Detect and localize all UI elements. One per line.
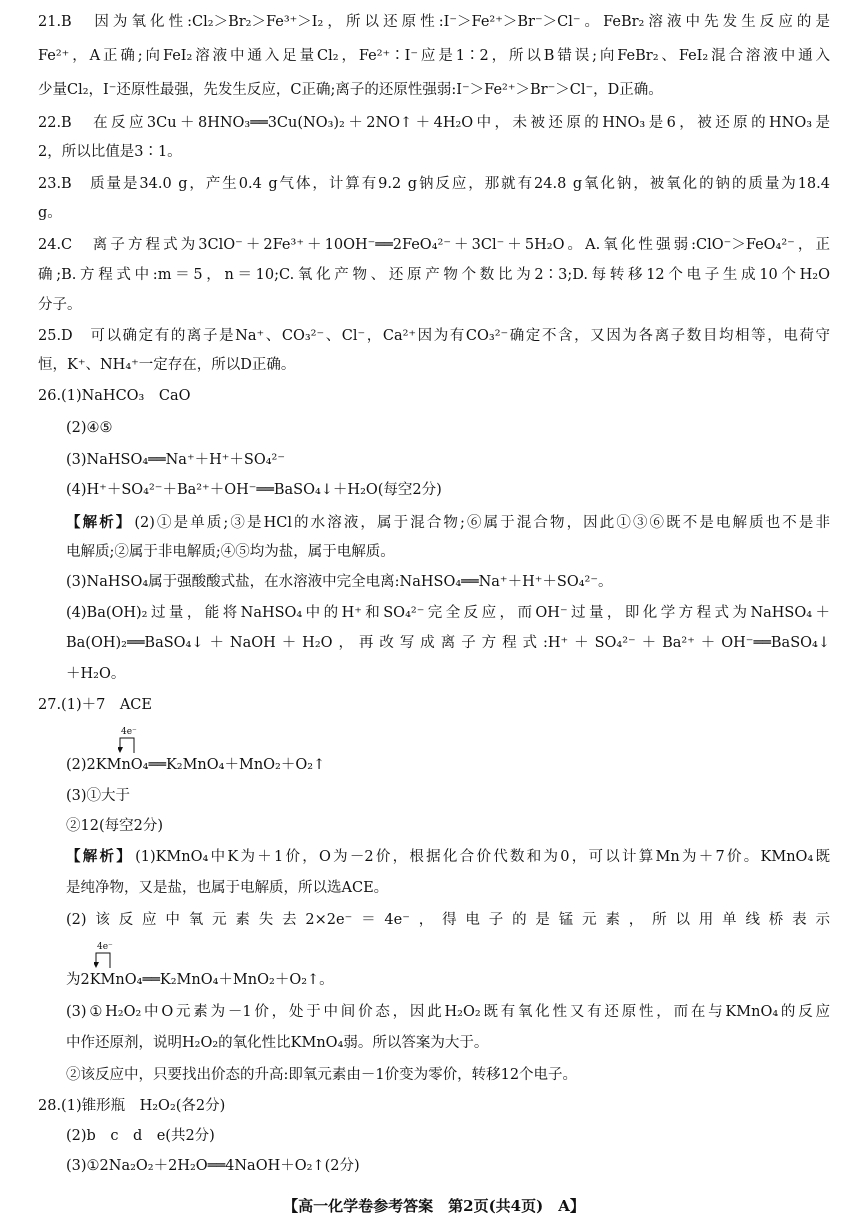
q24-line-2: 确;B.方程式中:m＝5，n＝10;C.氧化产物、还原产物个数比为2∶3;D.每转移12个电子生成10个H₂O — [38, 267, 830, 283]
analysis-tag: 【解析】 — [66, 514, 133, 531]
q22-line-1: 22.B 在反应3Cu＋8HNO₃══3Cu(NO₃)₂＋2NO↑＋4H₂O中，未被还原的HNO₃是6，被还原的HNO₃是 — [38, 115, 830, 131]
q27-analysis-line-1: 【解析】 (1)KMnO₄中K为＋1价，O为－2价，根据化合价代数和为0，可以计算Mn为＋7价。KMnO₄既 — [66, 848, 831, 865]
q26-analysis-line-3: (3)NaHSO₄属于强酸酸式盐，在水溶液中完全电离:NaHSO₄══Na⁺＋H⁺＋SO₄²⁻。 — [66, 574, 613, 590]
q25-line-1: 25.D 可以确定有的离子是Na⁺、CO₃²⁻、Cl⁻，Ca²⁺因为有CO₃²⁻确定不含，又因为各离子数目均相等，电荷守 — [38, 328, 830, 344]
q28-part-3: (3)①2Na₂O₂＋2H₂O══4NaOH＋O₂↑(2分) — [66, 1158, 360, 1174]
q27-analysis-line-3: (2)该反应中氧元素失去2×2e⁻＝4e⁻，得电子的是锰元素，所以用单线桥表示 — [66, 912, 830, 928]
q24-line-1: 24.C 离子方程式为3ClO⁻＋2Fe³⁺＋10OH⁻══2FeO₄²⁻＋3Cl⁻＋5H₂O。A.氧化性强弱:ClO⁻＞FeO₄²⁻，正 — [38, 237, 830, 253]
q24-line-3: 分子。 — [38, 297, 82, 313]
q21-line-3: 少量Cl₂，I⁻还原性最强，先发生反应，C正确;离子的还原性强弱:I⁻＞Fe²⁺＞Br⁻＞Cl⁻，D正确。 — [38, 82, 663, 98]
q26-analysis-line-5: Ba(OH)₂══BaSO₄↓＋NaOH＋H₂O，再改写成离子方程式:H⁺＋SO₄²⁻＋Ba²⁺＋OH⁻══BaSO₄↓ — [66, 635, 830, 651]
q27-analysis-equation: 为2KMnO₄══K₂MnO₄＋MnO₂＋O₂↑。 — [66, 972, 334, 988]
q22-line-2: 2，所以比值是3∶1。 — [38, 144, 182, 160]
q27-analysis-line-2: 是纯净物，又是盐，也属于电解质，所以选ACE。 — [66, 880, 389, 896]
q23-line-2: g。 — [38, 205, 62, 221]
q25-line-2: 恒，K⁺、NH₄⁺一定存在，所以D正确。 — [38, 357, 296, 373]
electron-transfer-bridge — [118, 727, 148, 755]
electron-transfer-bridge-2 — [94, 942, 124, 970]
q28-part-1: 28.(1)锥形瓶 H₂O₂(各2分) — [38, 1098, 226, 1114]
q27-analysis-line-6: ②该反应中，只要找出价态的升高:即氧元素由－1价变为零价，转移12个电子。 — [66, 1067, 578, 1083]
q27-part-1: 27.(1)＋7 ACE — [38, 697, 152, 713]
q21-line-1: 21.B 因为氧化性:Cl₂＞Br₂＞Fe³⁺＞I₂，所以还原性:I⁻＞Fe²⁺＞Br⁻＞Cl⁻。FeBr₂溶液中先发生反应的是 — [38, 14, 830, 30]
electron-count-label-2: 4e⁻ — [97, 942, 113, 952]
q27-analysis-line-4: (3)①H₂O₂中O元素为－1价，处于中间价态，因此H₂O₂既有氧化性又有还原性，而在与KMnO₄的反应 — [66, 1004, 830, 1020]
q27-part-2-equation: (2)2KMnO₄══K₂MnO₄＋MnO₂＋O₂↑ — [66, 757, 326, 773]
q27-part-3: (3)①大于 — [66, 788, 131, 804]
q26-part-1: 26.(1)NaHCO₃ CaO — [38, 388, 191, 404]
q26-analysis-line-4: (4)Ba(OH)₂过量，能将NaHSO₄中的H⁺和SO₄²⁻完全反应，而OH⁻过量，即化学方程式为NaHSO₄＋ — [66, 605, 830, 621]
bridge-arrow-icon — [118, 727, 148, 755]
analysis-tag: 【解析】 — [66, 848, 134, 865]
page-footer: 【高一化学卷参考答案 第2页(共4页) A】 — [283, 1197, 585, 1215]
bridge-arrow-icon — [94, 942, 124, 970]
q27-analysis-line-5: 中作还原剂，说明H₂O₂的氧化性比KMnO₄弱。所以答案为大于。 — [66, 1035, 489, 1051]
q26-part-2: (2)④⑤ — [66, 420, 113, 436]
q26-analysis-line-6: ＋H₂O。 — [66, 666, 126, 682]
q26-part-3: (3)NaHSO₄══Na⁺＋H⁺＋SO₄²⁻ — [66, 452, 285, 468]
electron-count-label: 4e⁻ — [121, 727, 137, 737]
q21-line-2: Fe²⁺，A正确;向FeI₂溶液中通入足量Cl₂，Fe²⁺∶I⁻应是1∶2，所以B错误;向FeBr₂、FeI₂混合溶液中通入 — [38, 48, 830, 64]
q23-line-1: 23.B 质量是34.0 g，产生0.4 g气体，计算有9.2 g钠反应，那就有24.8 g氧化钠，被氧化的钠的质量为18.4 — [38, 176, 830, 192]
q26-part-4: (4)H⁺＋SO₄²⁻＋Ba²⁺＋OH⁻══BaSO₄↓＋H₂O(每空2分) — [66, 482, 442, 498]
q26-analysis-line-1: 【解析】 (2)①是单质;③是HCl的水溶液，属于混合物;⑥属于混合物，因此①③⑥既不是电解质也不是非 — [66, 514, 831, 531]
q28-part-2: (2)b c d e(共2分) — [66, 1128, 215, 1144]
q27-part-3b: ②12(每空2分) — [66, 818, 163, 834]
q26-analysis-line-2: 电解质;②属于非电解质;④⑤均为盐，属于电解质。 — [66, 544, 395, 560]
